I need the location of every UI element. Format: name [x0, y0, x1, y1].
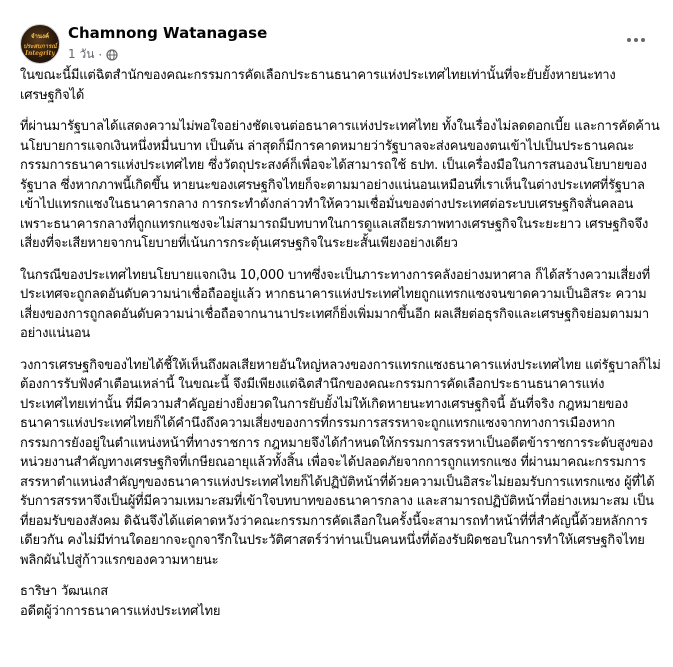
more-horizontal-icon — [627, 38, 631, 42]
globe-icon[interactable] — [106, 49, 118, 61]
more-dot — [641, 38, 645, 42]
post-paragraph: ที่ผ่านมารัฐบาลได้แสดงความไม่พอใจอย่างชัดเจนต่อธนาคารแห่งประเทศไทย ทั้งในเรื่องไม่ลดดอกเบี้ย และการคัดค้านนโยบายการแจกเงินหนึ่งหมื่นบาท เป็นต้น ล่าสุดก็มีการคาดหมายว่ารัฐบาลจะส่งคนของตนเข้าไปเป็นประธานคณะกรรมการธนาคารแห่งประเทศไทย ซึ่งวัตถุประสงค์ก็เพื่อจะได้สามารถใช้ ธปท. เป็นเครื่องมือในการสนองนโยบายของรัฐบาล ซึ่งหากภาพนี้เกิดขึ้น หายนะของเศรษฐกิจไทยก็จะตามมาอย่างแน่นอนเหมือนที่เราเห็นในต่างประเทศที่รัฐบาลเข้าไปแทรกแซงในธนาคารกลาง การกระทำดังกล่าวทำให้ความเชื่อมั่นของต่างประเทศต่อระบบเศรษฐกิจสั่นคลอน เพราะธนาคารกลางที่ถูกแทรกแซงจะไม่สามารถมีบทบาทในการดูแลเสถียรภาพทางเศรษฐกิจในระยะยาว เศรษฐกิจจึงเสี่ยงที่จะเสียหายจากนโยบายที่เน้นการกระตุ้นเศรษฐกิจในระยะสั้นเพียงอย่างเดียว — [20, 119, 660, 251]
post-paragraph: ในขณะนี้มีแต่ฉิตสำนักของคณะกรรมการคัดเลือกประธานธนาคารแห่งประเทศไทยเท่านั้นที่จะยับยั้งหายนะทางเศรษฐกิจได้ — [20, 68, 616, 103]
post-paragraph: ในกรณีของประเทศไทยนโยบายแจกเงิน 10,000 บาทซึ่งจะเป็นภาระทางการคลังอย่างมหาศาล ก็ได้สร้างความเสี่ยงที่ประเทศจะถูกลดอันดับความน่าเชื่อถืออยู่แล้ว หากธนาคารแห่งประเทศไทยถูกแทรกแซงจนขาดความเป็นอิสระ ความเสี่ยงของการถูกลดอันดับความน่าเชื่อถือจากนานาประเทศก็ยิ่งเพิ่มมากขึ้นอีก ผลเสียต่อธุรกิจและเศรษฐกิจย่อมตามมาอย่างแน่นอน — [20, 267, 650, 341]
post-body — [20, 66, 661, 621]
meta-separator: · — [98, 47, 103, 62]
avatar-text-bottom: ประสบการณ์ Integrity — [23, 43, 57, 57]
avatar[interactable] — [20, 24, 60, 64]
more-dot — [634, 38, 638, 42]
more-options-button[interactable] — [621, 30, 651, 50]
post-header — [16, 0, 657, 62]
avatar-text-top: จำนงค์ — [31, 33, 49, 40]
author-name[interactable]: Chamnong Watanagase — [68, 24, 268, 42]
signature — [20, 582, 661, 621]
post-paragraph: วงการเศรษฐกิจของไทยได้ชี้ให้เห็นถึงผลเสียหายอันใหญ่หลวงของการแทรกแซงธนาคารแห่งประเทศไทย แต่รัฐบาลก็ไม่ต้องการรับฟังคำเตือนเหล่านี้ ในขณะนี้ จึงมีเพียงแต่ฉิตสำนึกของคณะกรรมการคัดเลือกประธานธนาคารแห่งประเทศไทยเท่านั้น ที่มีความสำคัญอย่างยิ่งยวดในการยับยั้งไม่ให้เกิดหายนะทางเศรษฐกิจนี้ อันที่จริง กฎหมายของธนาคารแห่งประเทศไทยก็ได้คำนึงถึงความเสี่ยงของการที่กรรมการสรรหาจะถูกแทรกแซงจากทางการเมืองหากกรรมการยังอยู่ในตำแหน่งหน้าที่ทางราชการ กฎหมายจึงได้กำหนดให้กรรมการสรรหาเป็นอดีตข้าราชการระดับสูงของหน่วยงานสำคัญทางเศรษฐกิจที่เกษียณอายุแล้วทั้งสิ้น เพื่อจะได้ปลอดภัยจากการถูกแทรกแซง ที่ผ่านมาคณะกรรมการสรรหาตำแหน่งสำคัญๆของธนาคารแห่งประเทศไทยก็ได้ปฏิบัติหน้าที่ด้วยความเป็นอิสระไม่ยอมรับการแทรกแซง ผู้ที่ได้รับการสรรหาจึงเป็นผู้ที่มีความเหมาะสมที่เข้าใจบทบาทของธนาคารกลาง และสามารถปฏิบัติหน้าที่อย่างเหมาะสม เป็นที่ยอมรับของสังคม ดิฉันจึงได้แต่คาดหวังว่าคณะกรรมการคัดเลือกในครั้งนี้จะสามารถทำหน้าที่ที่สำคัญนี้ด้วยหลักการเดียวกัน คงไม่มีท่านใดอยากจะถูกจารึกในประวัติศาสตร์ว่าท่านเป็นคนหนึ่งที่ต้องรับผิดชอบในการทำให้เศรษฐกิจไทยพลิกผันไปสู่ก้าวแรกของความหายนะ — [20, 357, 661, 568]
post-time[interactable]: 1 วัน — [68, 47, 95, 61]
post-meta — [68, 45, 118, 64]
signature-name: ธาริษา วัฒนเกส — [20, 584, 108, 599]
signature-title: อดีตผู้ว่าการธนาคารแห่งประเทศไทย — [20, 603, 221, 619]
